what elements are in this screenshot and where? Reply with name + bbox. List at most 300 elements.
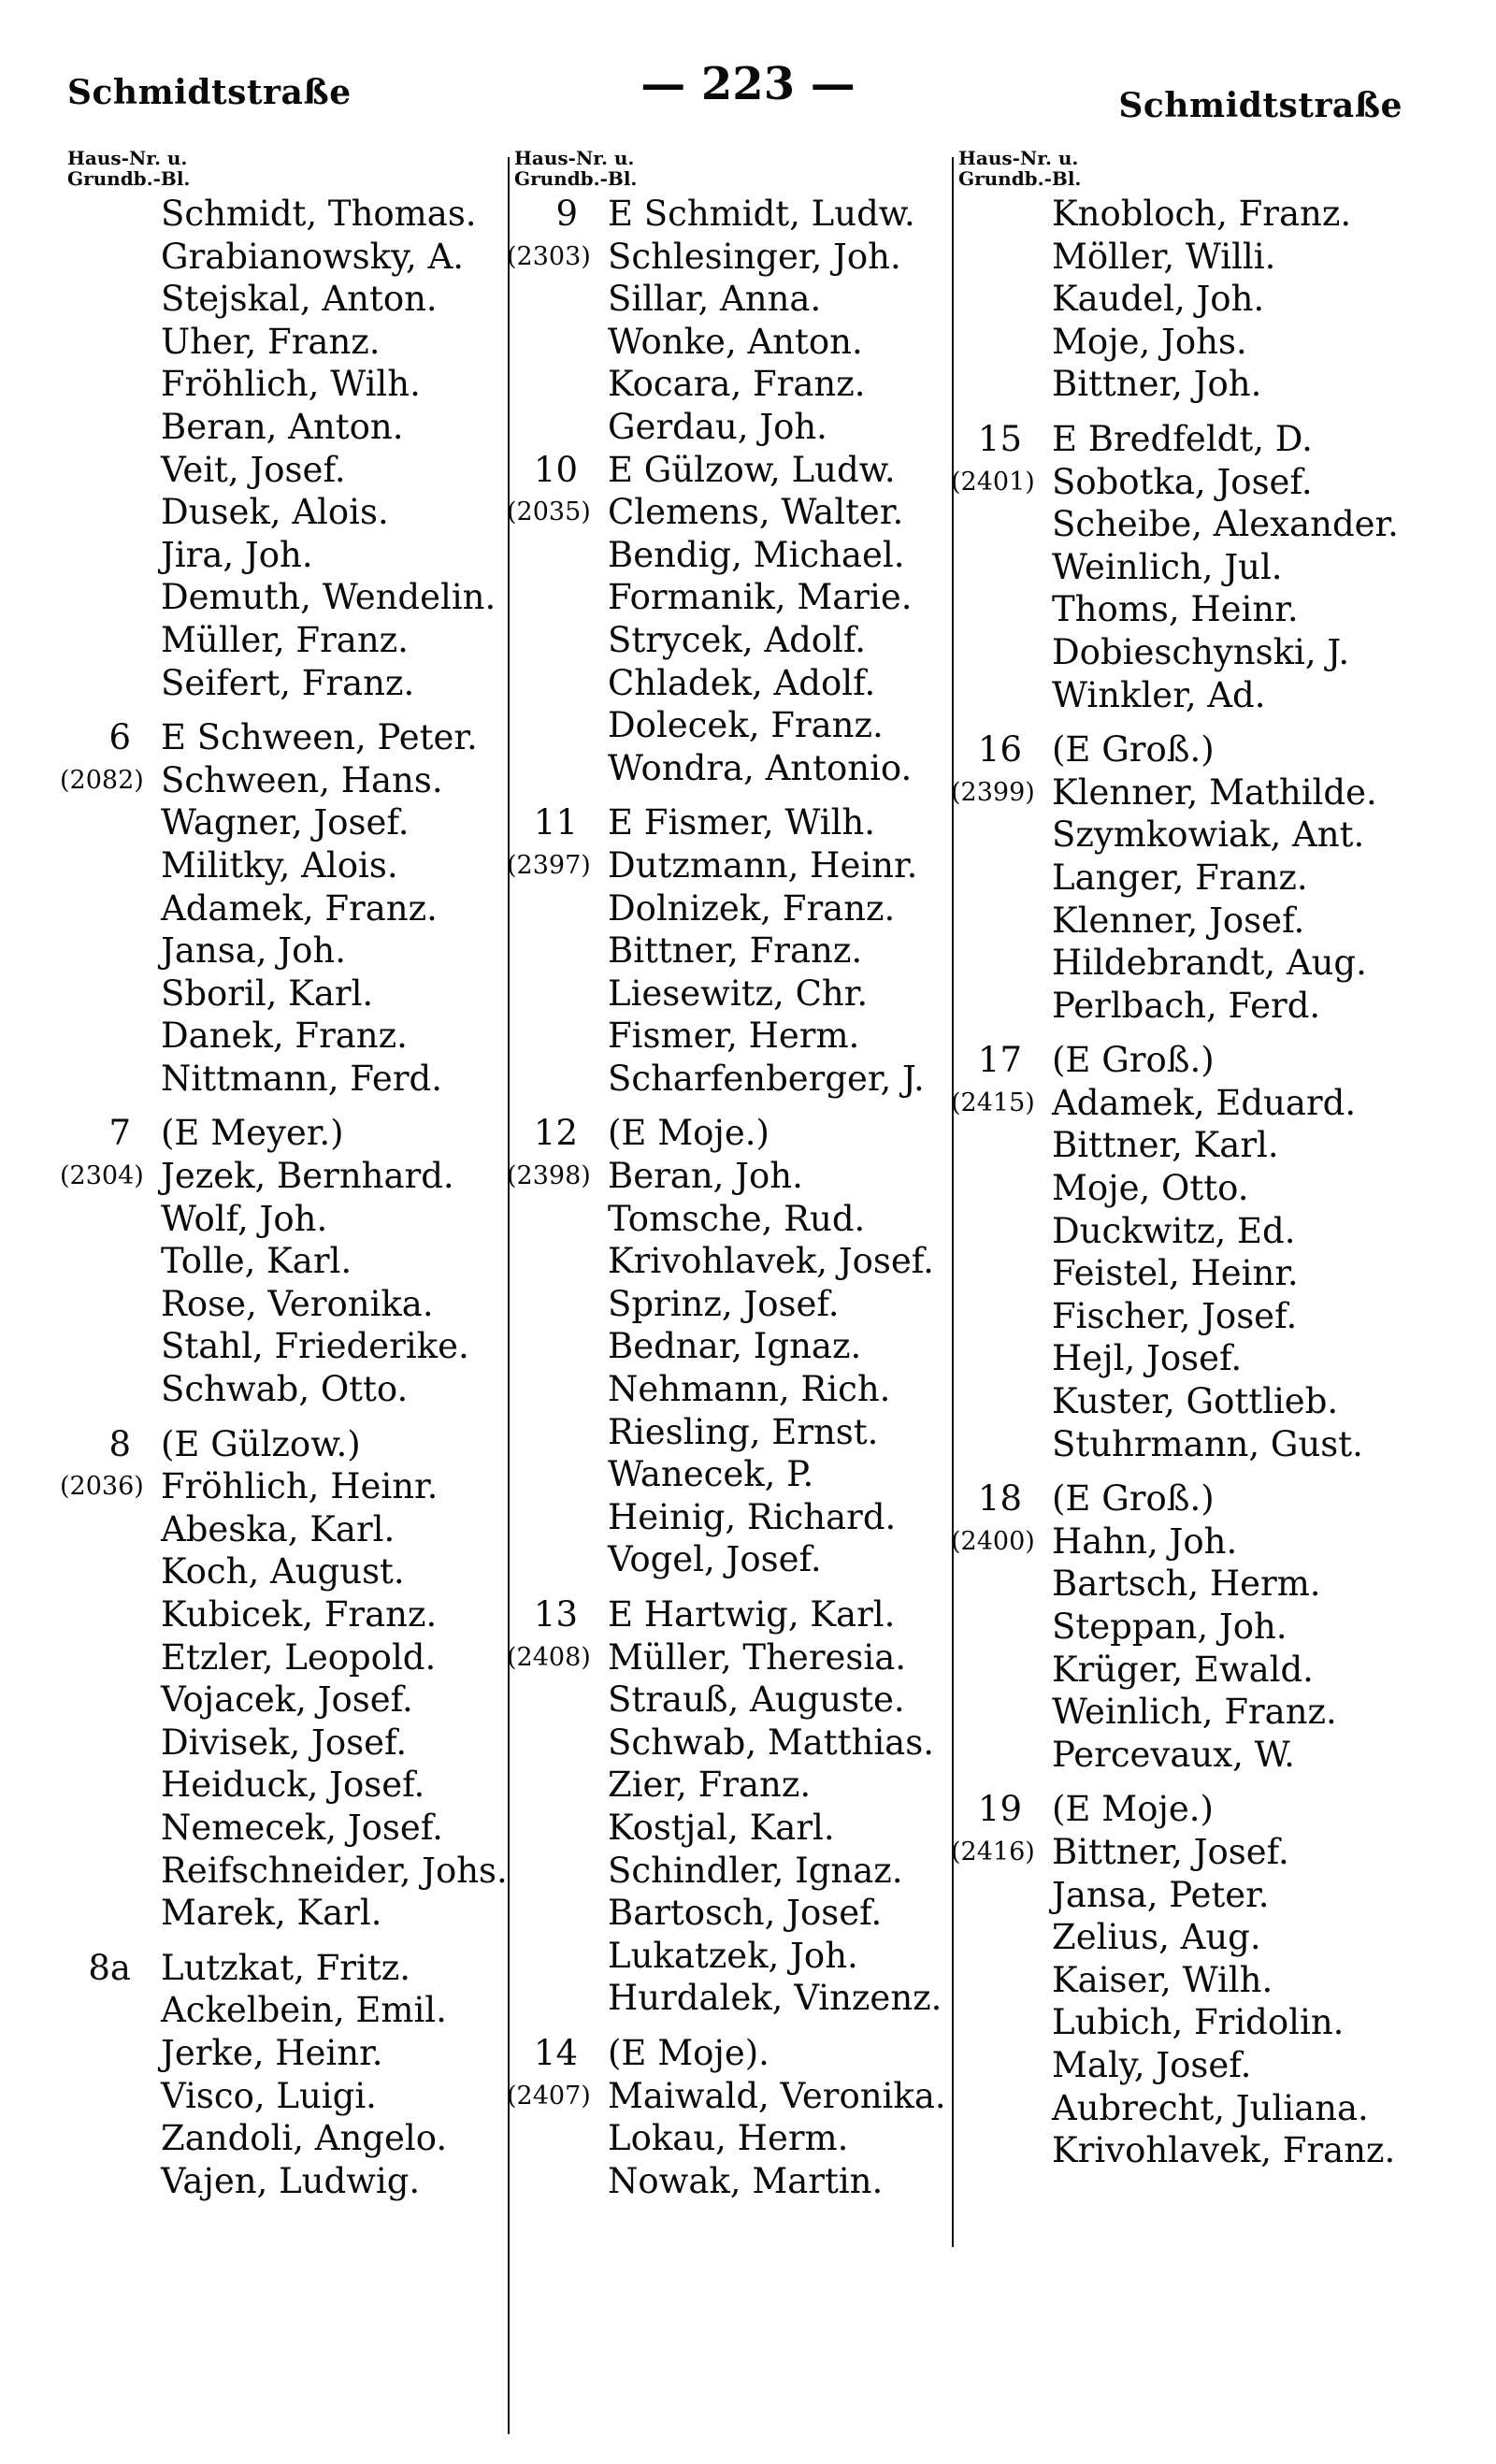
- directory-entry: [514, 1935, 944, 1978]
- directory-entry: [67, 1947, 507, 1990]
- resident-name: Strauß, Auguste.: [608, 1679, 905, 1721]
- resident-name: Krüger, Ewald.: [1052, 1649, 1314, 1690]
- directory-entry: [67, 2160, 507, 2203]
- directory-entry: [514, 1593, 944, 1636]
- directory-entry: [67, 1198, 507, 1241]
- resident-name: Abeska, Karl.: [161, 1508, 396, 1549]
- resident-name: Bartsch, Herm.: [1052, 1563, 1321, 1605]
- house-number: 14: [533, 2032, 578, 2073]
- resident-name: Zier, Franz.: [608, 1765, 812, 1806]
- house-number: 9: [555, 194, 578, 234]
- resident-name: Rose, Veronika.: [161, 1283, 434, 1324]
- resident-name: Maiwald, Veronika.: [608, 2075, 946, 2116]
- resident-name: Clemens, Walter.: [608, 492, 904, 533]
- resident-name: Steppan, Joh.: [1052, 1607, 1287, 1647]
- directory-entry: [951, 1520, 1407, 1563]
- directory-entry: [60, 1155, 507, 1198]
- directory-entry: [958, 418, 1407, 461]
- directory-entry: [67, 1850, 507, 1893]
- directory-entry: [67, 2117, 507, 2160]
- resident-name: Stuhrmann, Gust.: [1052, 1423, 1363, 1464]
- house-number: 17: [977, 1040, 1022, 1081]
- directory-entry: [514, 2117, 944, 2160]
- resident-name: Adamek, Franz.: [161, 887, 438, 929]
- resident-name: Schindler, Ignaz.: [608, 1850, 903, 1891]
- resident-name: Stahl, Friederike.: [161, 1326, 469, 1367]
- resident-name: Weinlich, Franz.: [1052, 1692, 1337, 1733]
- resident-name: Knobloch, Franz.: [1052, 194, 1352, 234]
- directory-entry: [958, 321, 1407, 364]
- resident-name: Scharfenberger, J.: [608, 1058, 925, 1099]
- directory-entry: [514, 278, 944, 321]
- column-2: [507, 147, 946, 2202]
- resident-name: Thoms, Heinr.: [1052, 589, 1299, 630]
- directory-entry: [514, 2032, 944, 2075]
- resident-name: Nittmann, Ferd.: [161, 1058, 442, 1099]
- resident-name: Schmidt, Thomas.: [161, 194, 477, 234]
- directory-entry: [958, 1477, 1407, 1520]
- directory-entry: [507, 491, 944, 534]
- directory-entry: [958, 2044, 1407, 2087]
- resident-name: Hejl, Josef.: [1052, 1338, 1243, 1379]
- directory-entry: [67, 576, 507, 619]
- directory-entry: [67, 1058, 507, 1101]
- column-header-line1: Haus-Nr. u.: [514, 147, 635, 169]
- house-number: 13: [533, 1594, 578, 1635]
- house-number: 10: [533, 449, 578, 490]
- directory-entry: [67, 619, 507, 662]
- directory-entry: [514, 1496, 944, 1539]
- column-1: [60, 147, 508, 2202]
- resident-name: (E Groß.): [1052, 729, 1215, 771]
- directory-entry: [514, 1198, 944, 1241]
- directory-entry: [958, 1252, 1407, 1295]
- directory-entry: [67, 1325, 507, 1368]
- directory-entry: [958, 193, 1407, 236]
- directory-entry: [67, 1722, 507, 1765]
- resident-name: Fismer, Herm.: [608, 1016, 860, 1057]
- directory-entry: [958, 278, 1407, 321]
- directory-entry: [514, 973, 944, 1016]
- directory-entry: [507, 1636, 944, 1679]
- resident-name: Jerke, Heinr.: [161, 2032, 383, 2073]
- directory-entry: [514, 1283, 944, 1326]
- resident-name: Vajen, Ludwig.: [161, 2160, 421, 2201]
- grundbuch-number: (2035): [507, 497, 591, 527]
- resident-name: Hurdalek, Vinzenz.: [608, 1978, 942, 2019]
- directory-entry: [958, 1124, 1407, 1167]
- directory-entry: [514, 1325, 944, 1368]
- resident-name: Aubrecht, Juliana.: [1052, 2087, 1369, 2128]
- directory-entry: [514, 1368, 944, 1411]
- grundbuch-number: (2399): [951, 777, 1035, 807]
- directory-entry: [514, 929, 944, 973]
- resident-name: Lutzkat, Fritz.: [161, 1947, 410, 1988]
- column-header: [67, 148, 507, 193]
- resident-name: Feistel, Heinr.: [1052, 1253, 1299, 1294]
- directory-entry: [67, 1892, 507, 1935]
- directory-entry: [514, 1453, 944, 1496]
- column-header: [514, 148, 944, 193]
- resident-name: E Gülzow, Ludw.: [608, 449, 896, 490]
- resident-name: (E Groß.): [1052, 1478, 1215, 1520]
- grundbuch-number: (2416): [951, 1837, 1035, 1866]
- directory-entry: [951, 1831, 1407, 1874]
- directory-entry: [514, 801, 944, 844]
- resident-name: Tolle, Karl.: [161, 1241, 352, 1282]
- directory-entry: [514, 1112, 944, 1155]
- directory-entry: [958, 2001, 1407, 2044]
- directory-entry: [958, 2129, 1407, 2172]
- resident-name: Kuster, Gottlieb.: [1052, 1381, 1339, 1422]
- resident-name: Lubich, Fridolin.: [1052, 2002, 1345, 2043]
- running-head-left: Schmidtstraße: [67, 73, 352, 112]
- resident-name: Wonke, Anton.: [608, 321, 863, 362]
- resident-name: Szymkowiak, Ant.: [1052, 814, 1365, 856]
- directory-entry: [514, 1240, 944, 1283]
- directory-entry: [958, 1039, 1407, 1082]
- resident-name: Moje, Otto.: [1052, 1168, 1249, 1209]
- directory-entry: [60, 1465, 507, 1508]
- directory-entry: [67, 1112, 507, 1155]
- directory-entry: [958, 1649, 1407, 1692]
- directory-entry: [67, 321, 507, 364]
- directory-entry: [67, 662, 507, 705]
- column-header-line1: Haus-Nr. u.: [67, 147, 188, 169]
- resident-name: Nowak, Martin.: [608, 2160, 884, 2201]
- directory-entry: [514, 1411, 944, 1454]
- directory-entry: [67, 1636, 507, 1679]
- directory-entry: [67, 801, 507, 844]
- directory-entry: [67, 1368, 507, 1411]
- running-head-right: Schmidtstraße: [1118, 86, 1402, 125]
- house-number: 19: [977, 1789, 1022, 1830]
- resident-name: Etzler, Leopold.: [161, 1636, 437, 1678]
- resident-name: Chladek, Adolf.: [608, 662, 876, 703]
- directory-entry: [514, 619, 944, 662]
- resident-name: Sobotka, Josef.: [1052, 461, 1313, 502]
- directory-entry: [67, 887, 507, 930]
- page-number: — 223 —: [640, 58, 856, 110]
- resident-name: Bittner, Josef.: [1052, 1831, 1289, 1872]
- column-header-line2: Grundb.-Bl.: [67, 167, 191, 190]
- house-number: 18: [977, 1478, 1022, 1520]
- column-header-line2: Grundb.-Bl.: [514, 167, 638, 190]
- resident-name: Winkler, Ad.: [1052, 674, 1266, 715]
- resident-name: Krivohlavek, Franz.: [1052, 2130, 1396, 2171]
- resident-name: Koch, August.: [161, 1551, 405, 1592]
- column-header: [958, 148, 1407, 193]
- directory-entry: [67, 1283, 507, 1326]
- resident-name: Grabianowsky, A.: [161, 236, 465, 277]
- directory-entry: [958, 1959, 1407, 2002]
- resident-name: Schlesinger, Joh.: [608, 236, 901, 277]
- directory-entry: [514, 406, 944, 449]
- grundbuch-number: (2397): [507, 850, 591, 880]
- directory-entry: [958, 1423, 1407, 1466]
- entry-list: [507, 193, 946, 2202]
- resident-name: Sboril, Karl.: [161, 973, 374, 1014]
- resident-name: Nehmann, Rich.: [608, 1369, 891, 1410]
- resident-name: Jansa, Joh.: [161, 930, 346, 972]
- directory-entry: [67, 1550, 507, 1593]
- resident-name: Vojacek, Josef.: [161, 1679, 413, 1721]
- directory-entry: [67, 973, 507, 1016]
- directory-entry: [958, 1788, 1407, 1831]
- resident-name: Klenner, Mathilde.: [1052, 771, 1377, 813]
- resident-name: Adamek, Eduard.: [1052, 1082, 1357, 1123]
- resident-name: Klenner, Josef.: [1052, 900, 1305, 941]
- resident-name: Müller, Theresia.: [608, 1636, 907, 1678]
- directory-entry: [514, 534, 944, 577]
- entry-list: [60, 193, 508, 2202]
- resident-name: Veit, Josef.: [161, 449, 346, 490]
- directory-entry: [67, 193, 507, 236]
- resident-name: Vogel, Josef.: [608, 1539, 822, 1580]
- directory-entry: [514, 1538, 944, 1581]
- directory-entry: [507, 1155, 944, 1198]
- directory-entry: [958, 674, 1407, 717]
- resident-name: Riesling, Ernst.: [608, 1411, 879, 1452]
- resident-name: Bittner, Joh.: [1052, 364, 1262, 405]
- resident-name: (E Moje.): [608, 1113, 770, 1154]
- grundbuch-number: (2303): [507, 241, 591, 271]
- resident-name: Strycek, Adolf.: [608, 619, 867, 660]
- resident-name: Danek, Franz.: [161, 1016, 408, 1057]
- resident-name: E Schmidt, Ludw.: [608, 194, 915, 234]
- directory-entry: [958, 588, 1407, 631]
- directory-entry: [67, 1423, 507, 1466]
- resident-name: Müller, Franz.: [161, 619, 409, 660]
- grundbuch-number: (2082): [60, 765, 144, 795]
- resident-name: Percevaux, W.: [1052, 1734, 1295, 1775]
- directory-entry: [67, 534, 507, 577]
- grundbuch-number: (2407): [507, 2081, 591, 2111]
- resident-name: Bendig, Michael.: [608, 534, 905, 575]
- resident-name: Schween, Hans.: [161, 759, 443, 800]
- resident-name: Militky, Alois.: [161, 844, 398, 886]
- directory-entry: [958, 857, 1407, 900]
- resident-name: Moje, Johs.: [1052, 321, 1247, 362]
- directory-entry: [67, 278, 507, 321]
- directory-entry: [67, 1015, 507, 1058]
- resident-name: Divisek, Josef.: [161, 1722, 408, 1763]
- directory-entry: [67, 2032, 507, 2075]
- resident-name: Heinig, Richard.: [608, 1496, 897, 1537]
- resident-name: E Bredfeldt, D.: [1052, 418, 1313, 459]
- directory-entry: [958, 236, 1407, 279]
- directory-entry: [514, 576, 944, 619]
- directory-entry: [514, 747, 944, 790]
- resident-name: Langer, Franz.: [1052, 857, 1308, 898]
- directory-entry: [958, 1210, 1407, 1253]
- directory-entry: [67, 406, 507, 449]
- resident-name: (E Moje.): [1052, 1789, 1214, 1830]
- resident-name: Lokau, Herm.: [608, 2118, 849, 2159]
- directory-entry: [958, 363, 1407, 406]
- resident-name: Reifschneider, Johs.: [161, 1850, 508, 1891]
- resident-name: Wanecek, P.: [608, 1454, 814, 1495]
- directory-entry: [514, 321, 944, 364]
- directory-entry: [67, 449, 507, 492]
- resident-name: E Schween, Peter.: [161, 717, 478, 758]
- column-header-line1: Haus-Nr. u.: [958, 147, 1079, 169]
- directory-entry: [514, 704, 944, 747]
- house-number: 11: [533, 802, 578, 843]
- resident-name: Hildebrandt, Aug.: [1052, 943, 1367, 984]
- resident-name: Visco, Luigi.: [161, 2075, 377, 2116]
- directory-entry: [67, 1679, 507, 1722]
- house-number: 8a: [88, 1947, 131, 1988]
- directory-entry: [958, 942, 1407, 985]
- resident-name: Schwab, Matthias.: [608, 1722, 934, 1763]
- grundbuch-number: (2415): [951, 1088, 1035, 1117]
- resident-name: Heiduck, Josef.: [161, 1765, 425, 1806]
- directory-entry: [60, 759, 507, 802]
- entry-list: [951, 193, 1407, 2172]
- resident-name: Kaiser, Wilh.: [1052, 1959, 1273, 2000]
- grundbuch-number: (2036): [60, 1472, 144, 1502]
- directory-entry: [514, 1807, 944, 1850]
- resident-name: Jira, Joh.: [161, 534, 313, 575]
- directory-entry: [514, 1892, 944, 1935]
- directory-entry: [67, 1764, 507, 1807]
- resident-name: Dolecek, Franz.: [608, 705, 884, 746]
- resident-name: Fröhlich, Heinr.: [161, 1466, 439, 1507]
- resident-name: Ackelbein, Emil.: [161, 1990, 447, 2031]
- directory-entry: [514, 1058, 944, 1101]
- directory-entry: [958, 1874, 1407, 1917]
- resident-name: (E Moje).: [608, 2032, 770, 2073]
- resident-name: E Fismer, Wilh.: [608, 802, 876, 843]
- resident-name: Perlbach, Ferd.: [1052, 985, 1321, 1026]
- directory-entry: [958, 2087, 1407, 2130]
- resident-name: Fröhlich, Wilh.: [161, 364, 421, 405]
- directory-entry: [514, 887, 944, 930]
- resident-name: Wolf, Joh.: [161, 1198, 328, 1239]
- directory-entry: [67, 844, 507, 887]
- directory-entry: [507, 844, 944, 887]
- resident-name: Schwab, Otto.: [161, 1369, 409, 1410]
- directory-entry: [958, 728, 1407, 771]
- directory-entry: [514, 363, 944, 406]
- resident-name: Kostjal, Karl.: [608, 1807, 835, 1848]
- directory-entry: [514, 1850, 944, 1893]
- resident-name: Wagner, Josef.: [161, 802, 410, 843]
- directory-entry: [958, 1380, 1407, 1423]
- directory-entry: [951, 1082, 1407, 1125]
- house-number: 15: [977, 418, 1022, 459]
- directory-entry: [67, 716, 507, 759]
- resident-name: Bednar, Ignaz.: [608, 1326, 862, 1367]
- directory-entry: [958, 1167, 1407, 1210]
- resident-name: Kaudel, Joh.: [1052, 279, 1265, 320]
- resident-name: Beran, Anton.: [161, 406, 404, 447]
- resident-name: Wondra, Antonio.: [608, 747, 913, 788]
- grundbuch-number: (2401): [951, 467, 1035, 497]
- directory-entry: [958, 900, 1407, 943]
- resident-name: Sillar, Anna.: [608, 279, 822, 320]
- directory-entry: [514, 193, 944, 236]
- resident-name: Tomsche, Rud.: [608, 1198, 866, 1239]
- directory-entry: [514, 1679, 944, 1722]
- resident-name: E Hartwig, Karl.: [608, 1594, 896, 1635]
- house-number: 6: [108, 717, 131, 758]
- resident-name: Stejskal, Anton.: [161, 279, 438, 320]
- directory-entry: [67, 1989, 507, 2032]
- directory-entry: [67, 1593, 507, 1636]
- column-header-line2: Grundb.-Bl.: [958, 167, 1082, 190]
- directory-entry: [67, 236, 507, 279]
- resident-name: (E Meyer.): [161, 1113, 344, 1154]
- resident-name: (E Gülzow.): [161, 1423, 361, 1464]
- directory-entry: [67, 1508, 507, 1551]
- resident-name: Scheibe, Alexander.: [1052, 504, 1399, 545]
- directory-entry: [958, 1691, 1407, 1734]
- resident-name: Jezek, Bernhard.: [161, 1156, 454, 1197]
- directory-entry: [514, 1977, 944, 2020]
- resident-name: Maly, Josef.: [1052, 2044, 1252, 2085]
- directory-entry: [514, 2160, 944, 2203]
- resident-name: Sprinz, Josef.: [608, 1283, 840, 1324]
- directory-entry: [507, 236, 944, 279]
- resident-name: Hahn, Joh.: [1052, 1520, 1238, 1562]
- directory-entry: [951, 461, 1407, 504]
- resident-name: Bittner, Karl.: [1052, 1125, 1279, 1166]
- resident-name: Gerdau, Joh.: [608, 406, 827, 447]
- directory-entry: [514, 1015, 944, 1058]
- directory-entry: [67, 1807, 507, 1850]
- resident-name: Liesewitz, Chr.: [608, 973, 869, 1014]
- resident-name: (E Groß.): [1052, 1040, 1215, 1081]
- directory-entry: [958, 814, 1407, 857]
- directory-entry: [507, 2075, 946, 2118]
- column-3: [951, 147, 1407, 2172]
- directory-entry: [67, 1240, 507, 1283]
- house-number: 8: [108, 1423, 131, 1464]
- directory-entry: [958, 546, 1407, 589]
- grundbuch-number: (2400): [951, 1526, 1035, 1556]
- resident-name: Marek, Karl.: [161, 1893, 382, 1934]
- resident-name: Jansa, Peter.: [1052, 1874, 1270, 1915]
- directory-entry: [958, 1295, 1407, 1338]
- directory-entry: [67, 363, 507, 406]
- house-number: 16: [977, 729, 1022, 771]
- resident-name: Krivohlavek, Josef.: [608, 1241, 934, 1282]
- grundbuch-number: (2408): [507, 1642, 591, 1672]
- directory-entry: [514, 662, 944, 705]
- house-number: 12: [533, 1113, 578, 1154]
- resident-name: Dolnizek, Franz.: [608, 887, 896, 929]
- resident-name: Zelius, Aug.: [1052, 1917, 1261, 1958]
- directory-entry: [958, 503, 1407, 546]
- resident-name: Bittner, Franz.: [608, 930, 863, 972]
- resident-name: Dutzmann, Heinr.: [608, 844, 918, 886]
- directory-entry: [514, 1764, 944, 1807]
- directory-entry: [958, 1563, 1407, 1606]
- resident-name: Möller, Willi.: [1052, 236, 1276, 277]
- resident-name: Dusek, Alois.: [161, 492, 389, 533]
- directory-entry: [67, 929, 507, 973]
- directory-entry: [958, 1734, 1407, 1777]
- directory-entry: [951, 771, 1407, 814]
- directory-entry: [514, 1722, 944, 1765]
- resident-name: Duckwitz, Ed.: [1052, 1210, 1296, 1251]
- resident-name: Zandoli, Angelo.: [161, 2118, 448, 2159]
- directory-entry: [67, 491, 507, 534]
- directory-entry: [958, 985, 1407, 1028]
- grundbuch-number: (2398): [507, 1161, 591, 1191]
